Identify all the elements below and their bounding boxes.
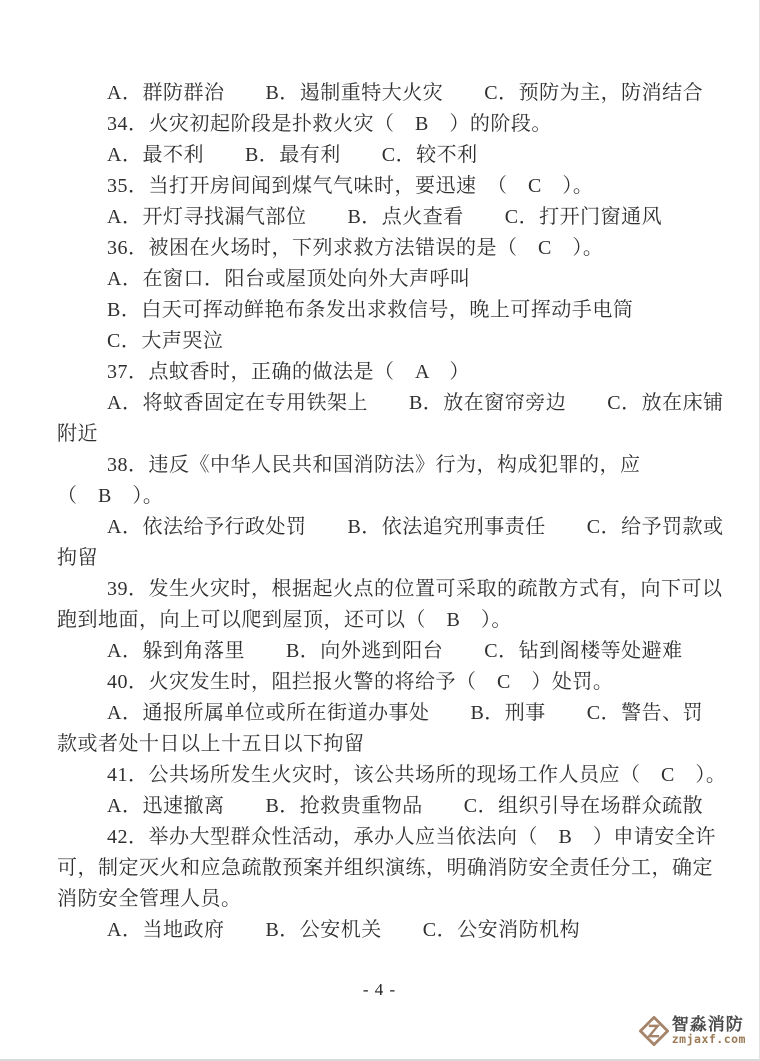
document-line: C．大声哭泣 <box>107 330 224 352</box>
document-line: A．当地政府 B．公安机关 C．公安消防机构 <box>107 919 581 941</box>
document-line: 37．点蚊香时，正确的做法是（ A ） <box>107 361 470 383</box>
document-line: 41．公共场所发生火灾时，该公共场所的现场工作人员应（ C ）。 <box>107 764 727 786</box>
document-line: A．迅速撤离 B．抢救贵重物品 C．组织引导在场群众疏散 <box>107 795 704 817</box>
document-line: 38．违反《中华人民共和国消防法》行为，构成犯罪的，应 <box>107 454 641 476</box>
document-line: A．开灯寻找漏气部位 B．点火查看 C．打开门窗通风 <box>107 206 663 228</box>
document-line: 42．举办大型群众性活动，承办人应当依法向（ B ）申请安全许 <box>107 826 716 848</box>
document-line: A．在窗口．阳台或屋顶处向外大声呼叫 <box>107 268 471 290</box>
watermark-brand: 智淼消防 <box>671 1015 744 1035</box>
document-line: 拘留 <box>57 547 98 569</box>
document-line: B．白天可挥动鲜艳布条发出求救信号，晚上可挥动手电筒 <box>107 299 634 321</box>
document-line: 35．当打开房间闻到煤气气味时，要迅速 （ C ）。 <box>107 175 594 197</box>
document-line: A．最不利 B．最有利 C．较不利 <box>107 144 478 166</box>
document-line: 34．火灾初起阶段是扑救火灾（ B ）的阶段。 <box>107 113 552 135</box>
document-body <box>57 78 727 946</box>
watermark <box>639 1016 746 1046</box>
document-line: （ B ）。 <box>57 485 164 507</box>
document-line: 36．被困在火场时，下列求救方法错误的是（ C ）。 <box>107 237 604 259</box>
document-line: A．依法给予行政处罚 B．依法追究刑事责任 C．给予罚款或 <box>107 516 724 538</box>
document-line: 附近 <box>57 423 98 445</box>
document-line: 可，制定灭火和应急疏散预案并组织演练，明确消防安全责任分工，确定 <box>57 857 713 879</box>
document-line: A．群防群治 B．遏制重特大火灾 C．预防为主，防消结合 <box>107 82 704 104</box>
diamond-z-logo-icon <box>639 1016 669 1046</box>
document-line: 39．发生火灾时，根据起火点的位置可采取的疏散方式有，向下可以 <box>107 578 723 600</box>
document-line: 款或者处十日以上十五日以下拘留 <box>57 733 365 755</box>
document-line: A．躲到角落里 B．向外逃到阳台 C．钻到阁楼等处避难 <box>107 640 683 662</box>
page-number: - 4 - <box>362 980 397 999</box>
document-line: 40．火灾发生时，阻拦报火警的将给予（ C ）处罚。 <box>107 671 614 693</box>
document-line: 消防安全管理人员。 <box>57 888 242 910</box>
document-line: A．通报所属单位或所在街道办事处 B．刑事 C．警告、罚 <box>107 702 704 724</box>
document-line: A．将蚊香固定在专用铁架上 B．放在窗帘旁边 C．放在床铺 <box>107 392 724 414</box>
watermark-site: zmjaxf.com <box>671 1031 746 1046</box>
watermark-text <box>672 1016 746 1045</box>
document-line: 跑到地面，向上可以爬到屋顶，还可以（ B ）。 <box>57 609 512 631</box>
